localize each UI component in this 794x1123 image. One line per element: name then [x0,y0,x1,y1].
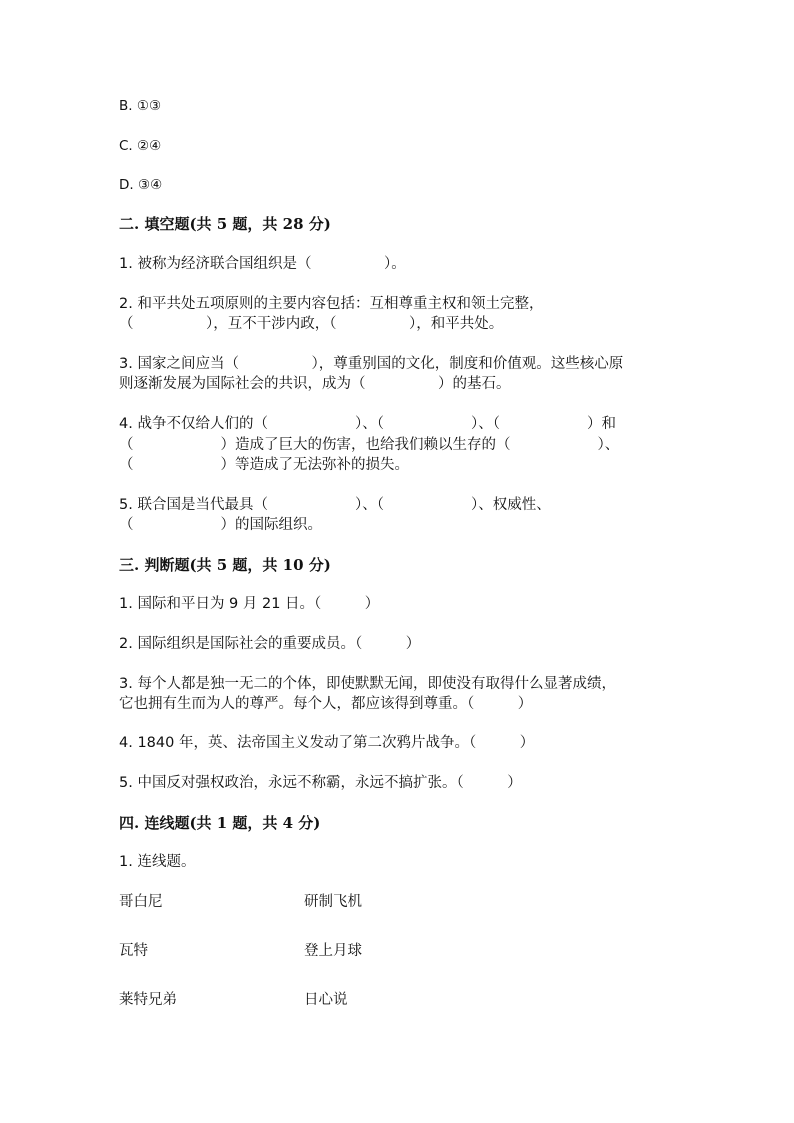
matching-right-item: 日心说 [304,992,348,1008]
judge-question-1: 1. 国际和平日为 9 月 21 日。（ ） [119,596,380,612]
section-heading-fill-blank: 二. 填空题(共 5 题，共 28 分) [119,215,331,233]
fill-question-5-line-2: （ ）的国际组织。 [119,517,322,533]
fill-question-4-line-1: 4. 战争不仅给人们的（ ）、（ ）、（ ）和 [119,416,616,432]
option-b: B. ①③ [119,98,162,114]
fill-question-2-line-2: （ ），互不干涉内政，（ ），和平共处。 [119,316,504,332]
judge-question-2: 2. 国际组织是国际社会的重要成员。（ ） [119,636,421,652]
fill-question-4-line-2: （ ）造成了巨大的伤害，也给我们赖以生存的（ ）、 [119,437,620,453]
matching-right-item: 登上月球 [304,943,362,959]
judge-question-3-line-1: 3. 每个人都是独一无二的个体，即使默默无闻，即使没有取得什么显著成绩， [119,676,616,692]
fill-question-3-line-2: 则逐渐发展为国际社会的共识，成为（ ）的基石。 [119,376,511,392]
option-d: D. ③④ [119,177,163,193]
fill-question-1: 1. 被称为经济联合国组织是（ ）。 [119,256,406,272]
section-heading-true-false: 三. 判断题(共 5 题，共 10 分) [119,556,331,574]
judge-question-4: 4. 1840 年，英、法帝国主义发动了第二次鸦片战争。（ ） [119,735,535,751]
judge-question-3-line-2: 它也拥有生而为人的尊严。每个人，都应该得到尊重。（ ） [119,696,533,712]
section-heading-matching: 四. 连线题(共 1 题，共 4 分) [119,814,321,832]
fill-question-3-line-1: 3. 国家之间应当（ ），尊重别国的文化，制度和价值观。这些核心原 [119,356,624,372]
matching-left-item: 莱特兄弟 [119,992,177,1008]
option-c: C. ②④ [119,138,162,154]
matching-right-item: 研制飞机 [304,894,362,910]
matching-left-item: 瓦特 [119,943,148,959]
judge-question-5: 5. 中国反对强权政治，永远不称霸，永远不搞扩张。（ ） [119,775,522,791]
fill-question-2-line-1: 2. 和平共处五项原则的主要内容包括：互相尊重主权和领土完整， [119,296,544,312]
fill-question-4-line-3: （ ）等造成了无法弥补的损失。 [119,457,409,473]
matching-question-1: 1. 连线题。 [119,854,196,870]
matching-left-item: 哥白尼 [119,894,163,910]
fill-question-5-line-1: 5. 联合国是当代最具（ ）、（ ）、权威性、 [119,497,551,513]
